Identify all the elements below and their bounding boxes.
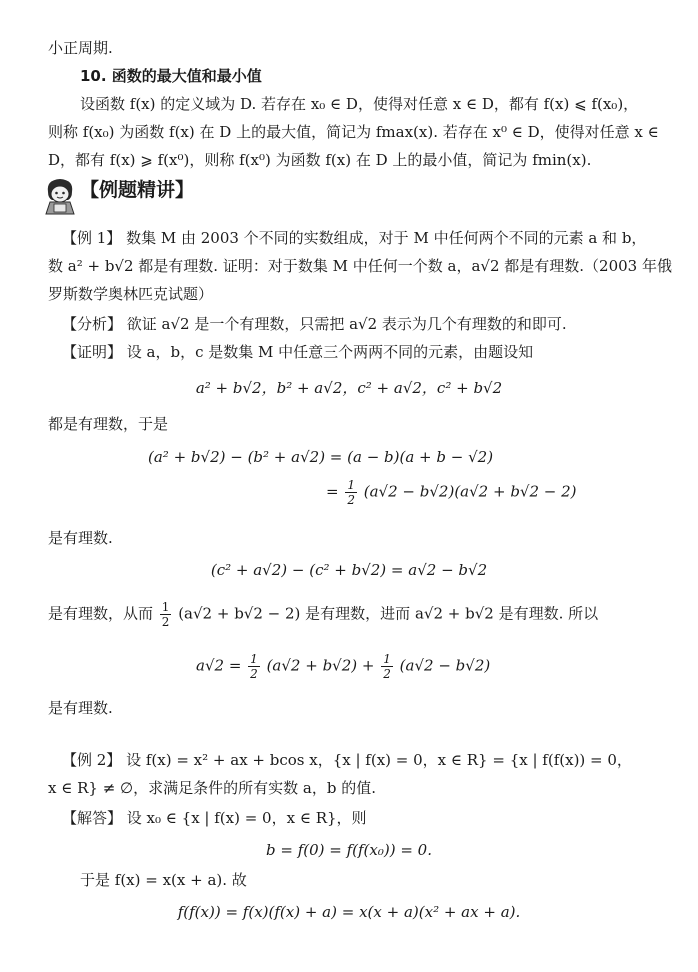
text-line: 数 a² + b√2 都是有理数. 证明：对于数集 M 中任何一个数 a，a√2 都是有理数.（2003 年俄 xyxy=(48,257,672,275)
proof-line: 【证明】 设 a，b，c 是数集 M 中任意三个两两不同的元素，由题设知 xyxy=(62,343,534,361)
equation-part: (a√2 − b√2)(a√2 + b√2 − 2) xyxy=(363,482,577,501)
equation-part: a√2 = xyxy=(196,656,247,675)
text-line: 于是 f(x) = x(x + a). 故 xyxy=(80,871,247,889)
fraction-numerator: 1 xyxy=(347,478,355,492)
fraction xyxy=(381,652,393,681)
fraction xyxy=(345,478,357,507)
text-line: 小正周期. xyxy=(48,39,113,57)
text-part: 是有理数，从而 xyxy=(48,604,158,623)
equation: (c² + a√2) − (c² + b√2) = a√2 − b√2 xyxy=(210,561,488,579)
equation-part: (a√2 + b√2) + xyxy=(266,656,380,675)
equation: b = f(0) = f(f(x₀)) = 0. xyxy=(265,841,432,859)
equation: f(f(x)) = f(x)(f(x) + a) = x(x + a)(x² + ax + a). xyxy=(177,903,521,921)
text-line: 设函数 f(x) 的定义域为 D. 若存在 x₀ ∈ D，使得对任意 x ∈ D，都有 f(x) ⩽ f(x₀)， xyxy=(80,95,639,113)
equation: (a² + b√2) − (b² + a√2) = (a − b)(a + b − √2) xyxy=(148,448,494,466)
fraction-numerator: 1 xyxy=(161,600,170,614)
fraction-numerator: 1 xyxy=(383,652,391,666)
example-1-line: 【例 1】 数集 M 由 2003 个不同的实数组成，对于 M 中任何两个不同的元素 a 和 b， xyxy=(62,229,647,247)
equation xyxy=(326,478,577,507)
text-line: x ∈ R} ≠ ∅，求满足条件的所有实数 a，b 的值. xyxy=(48,779,376,797)
text-line: D，都有 f(x) ⩾ f(x⁰)，则称 f(x⁰) 为函数 f(x) 在 D 上的最小值，简记为 fmin(x). xyxy=(48,151,592,169)
example-2-line: 【例 2】 设 f(x) = x² + ax + bcos x，{x | f(x) = 0，x ∈ R} = {x | f(f(x)) = 0， xyxy=(62,751,632,769)
student-mascot-icon xyxy=(44,176,76,216)
fraction-denominator: 2 xyxy=(161,615,170,629)
text-line: 是有理数. xyxy=(48,529,113,547)
text-line: 都是有理数，于是 xyxy=(48,415,169,433)
text-part: (a√2 + b√2 − 2) 是有理数，进而 a√2 + b√2 是有理数. 所以 xyxy=(178,604,599,623)
fraction xyxy=(248,652,260,681)
subheading: 10. 函数的最大值和最小值 xyxy=(80,67,262,85)
fraction xyxy=(160,600,172,629)
fraction-denominator: 2 xyxy=(250,667,258,681)
section-heading: 【例题精讲】 xyxy=(80,179,195,201)
text-line: 是有理数. xyxy=(48,699,113,717)
equation: a² + b√2，b² + a√2，c² + a√2，c² + b√2 xyxy=(195,379,503,397)
solution-line: 【解答】 设 x₀ ∈ {x | f(x) = 0，x ∈ R}，则 xyxy=(62,809,367,827)
fraction-denominator: 2 xyxy=(383,667,391,681)
fraction-numerator: 1 xyxy=(250,652,258,666)
fraction-denominator: 2 xyxy=(347,493,355,507)
equation-part: (a√2 − b√2) xyxy=(399,656,491,675)
analysis-line: 【分析】 欲证 a√2 是一个有理数，只需把 a√2 表示为几个有理数的和即可. xyxy=(62,315,567,333)
equation xyxy=(196,652,490,681)
text-line xyxy=(48,600,598,629)
equation-part: = xyxy=(326,482,344,501)
text-line: 则称 f(x₀) 为函数 f(x) 在 D 上的最大值，简记为 fmax(x). 若存在 x⁰ ∈ D，使得对任意 x ∈ xyxy=(48,123,659,141)
text-line: 罗斯数学奥林匹克试题） xyxy=(48,285,214,303)
